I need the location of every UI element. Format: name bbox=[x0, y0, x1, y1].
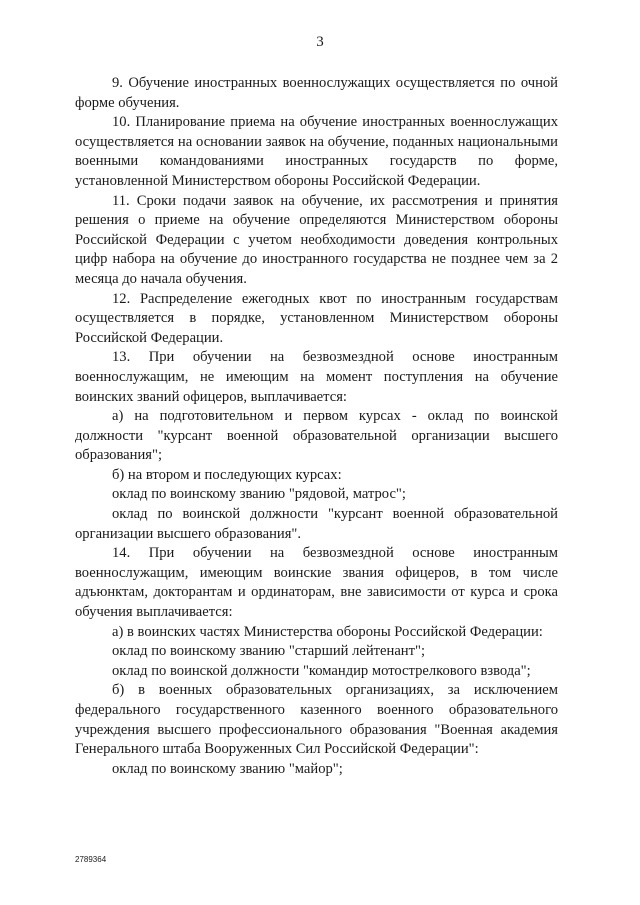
paragraph-14-b-rank-pay: оклад по воинскому званию "майор"; bbox=[112, 760, 343, 777]
paragraph-13-b: б) на втором и последующих курсах: bbox=[112, 466, 342, 483]
paragraph-14-a-rank-pay: оклад по воинскому званию "старший лейтенант"; bbox=[112, 643, 426, 660]
paragraph-14-b: б) в военных образовательных организациях, за исключением федерального государственного казенного военного образовательного учреждения высшего профессионального образования "Военная академия Генерального штаба Вооруженных Сил Российской Федерации": bbox=[75, 682, 558, 758]
paragraph-13-a: а) на подготовительном и первом курсах - оклад по воинской должности "курсант военной образовательной организации высшего образования"; bbox=[75, 408, 558, 464]
paragraph-9: 9. Обучение иностранных военнослужащих осуществляется по очной форме обучения. bbox=[75, 75, 558, 111]
document-code: 2789364 bbox=[75, 855, 107, 864]
paragraph-13-b-position-pay: оклад по воинской должности "курсант военной образовательной организации высшего образования". bbox=[75, 506, 558, 542]
document-body bbox=[75, 74, 558, 779]
paragraph-14-a: а) в воинских частях Министерства обороны Российской Федерации: bbox=[112, 623, 543, 640]
paragraph-13: 13. При обучении на безвозмездной основе иностранным военнослужащим, не имеющим на момент поступления на обучение воинских званий офицеров, выплачивается: bbox=[75, 349, 558, 405]
paragraph-10: 10. Планирование приема на обучение иностранных военнослужащих осуществляется на основании заявок на обучение, поданных национальными военными командованиями иностранных государств по форме, установленной Министерством обороны Российской Федерации. bbox=[75, 114, 558, 189]
paragraph-11: 11. Сроки подачи заявок на обучение, их рассмотрения и принятия решения о приеме на обучение определяются Министерством обороны Российской Федерации с учетом необходимости доведения контрольных цифр набора на обучение до иностранного государства не позднее чем за 2 месяца до начала обучения. bbox=[75, 192, 558, 287]
paragraph-12: 12. Распределение ежегодных квот по иностранным государствам осуществляется в порядке, установленном Министерством обороны Российской Федерации. bbox=[75, 290, 558, 346]
paragraph-14-a-position-pay: оклад по воинской должности "командир мотострелкового взвода"; bbox=[112, 662, 531, 679]
paragraph-14: 14. При обучении на безвозмездной основе иностранным военнослужащим, имеющим воинские звания офицеров, в том числе адъюнктам, докторантам и ординаторам, вне зависимости от курса и срока обучения выплачивается: bbox=[75, 545, 558, 621]
page-number: 3 bbox=[316, 34, 324, 50]
paragraph-13-b-rank-pay: оклад по воинскому званию "рядовой, матрос"; bbox=[112, 486, 406, 503]
